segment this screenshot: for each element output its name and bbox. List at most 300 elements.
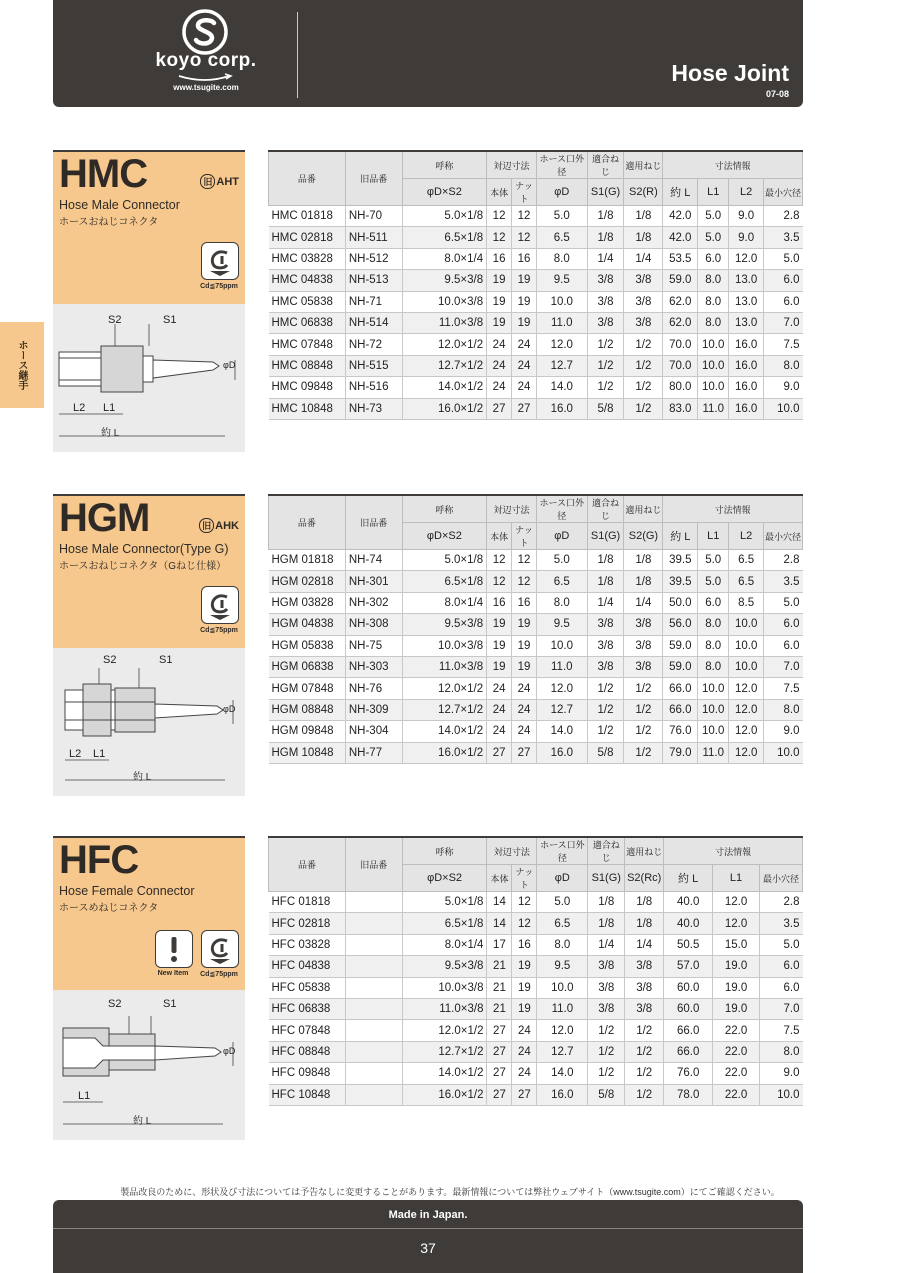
col-nut: ナット [512,523,537,550]
table-cell: 1/8 [587,571,624,592]
table-cell: HGM 09848 [269,721,346,742]
table-row [269,291,803,312]
table-cell: 5.0×1/8 [402,892,487,913]
label-s1: S1 [163,998,177,1010]
table-cell: 12 [512,227,537,248]
table-cell: 57.0 [664,956,713,977]
label-l2: L2 [69,748,82,760]
table-cell: 7.5 [764,678,803,699]
label-d: φD [223,704,236,714]
page-subtitle: 07-08 [765,89,789,99]
table-cell: 12 [512,913,537,934]
table-cell: NH-511 [345,227,402,248]
table-cell: 19 [512,977,537,998]
table-cell [345,956,402,977]
label-s2: S2 [108,314,122,326]
table-cell: 24 [487,678,512,699]
col-width: 対辺寸法 [487,151,537,179]
table-cell: NH-70 [345,206,402,227]
table-cell: 16 [512,934,537,955]
table-cell: HFC 04838 [269,956,346,977]
table-cell: 5/8 [587,398,624,419]
table-cell: NH-515 [345,355,402,376]
col-thread2-sub: S2(R) [624,179,663,206]
table-cell [345,913,402,934]
label-l1: L1 [103,402,116,414]
table-cell: 16.0 [536,398,587,419]
table-cell: 9.5×3/8 [402,956,487,977]
table-cell: 1/2 [625,1063,664,1084]
table-cell [345,998,402,1019]
table-cell: 11.0 [698,742,729,763]
table-cell: 16 [512,592,537,613]
table-cell: 62.0 [663,291,698,312]
table-cell: 10.0 [764,742,803,763]
table-cell: 1/4 [624,592,663,613]
table-cell: 1/2 [587,355,624,376]
table-cell: 42.0 [663,206,698,227]
table-cell: 6.0 [764,291,803,312]
col-hose-sub: φD [537,865,588,892]
table-cell: 24 [512,334,537,355]
table-cell: 8.0×1/4 [402,592,486,613]
table-cell: 27 [487,398,512,419]
table-body [269,206,803,420]
table-cell: 19 [512,998,537,1019]
table-cell: 5.0 [698,550,729,571]
table-cell: 9.0 [764,721,803,742]
col-hose-od: ホース口外径 [536,151,587,179]
table-cell: 12 [512,571,537,592]
table-cell: NH-302 [345,592,402,613]
col-dims: 寸法情報 [664,837,803,865]
table-cell: 11.0×3/8 [402,656,486,677]
table-cell: HMC 02818 [269,227,346,248]
table-cell: HGM 07848 [269,678,346,699]
table-cell: 6.0 [759,977,802,998]
product-name-ja: ホースめねじコネクタ [59,903,159,914]
col-hose-od: ホース口外径 [536,495,587,523]
table-cell: 14.0×1/2 [402,721,486,742]
table-cell: 12.0 [713,892,760,913]
spec-table [268,494,803,764]
table-cell: 3/8 [625,956,664,977]
table-cell: 21 [487,977,512,998]
table-cell: 3/8 [624,291,663,312]
table-cell: 1/2 [588,1041,625,1062]
table-cell: 8.0 [698,270,729,291]
table-cell: 6.0 [764,270,803,291]
table-cell: 5.0 [698,227,729,248]
table-cell: 12.7×1/2 [402,1041,487,1062]
table-cell: 1/2 [624,398,663,419]
table-cell: HFC 10848 [269,1084,346,1105]
table-cell: 22.0 [713,1041,760,1062]
table-cell: 12.0 [729,699,764,720]
table-cell: HFC 08848 [269,1041,346,1062]
table-cell: HFC 03828 [269,934,346,955]
table-cell [345,1020,402,1041]
label-d: φD [223,360,236,370]
table-cell: 14.0×1/2 [402,1063,487,1084]
table-cell: 27 [512,1084,537,1105]
table-cell: 16.0 [537,1084,588,1105]
col-L2: L2 [729,523,764,550]
table-cell: 19 [512,270,537,291]
footnote: 製品改良のために、形状及び寸法については予告なしに変更することがあります。最新情報については弊社ウェブサイト（www.tsugite.com）にてご確認ください。 [120,1187,780,1197]
table-cell: 1/4 [588,934,625,955]
table-cell: 24 [487,721,512,742]
table-cell: 3.5 [764,227,803,248]
hgm-drawing [53,648,245,796]
table-cell: 1/2 [587,678,624,699]
table-cell: NH-514 [345,312,402,333]
table-cell: 6.5×1/8 [402,571,486,592]
label-l: 約 L [133,772,152,783]
table-cell: 9.0 [729,227,764,248]
table-cell: 10.0 [729,635,764,656]
table-cell: 6.5 [536,571,587,592]
table-cell: 6.5×1/8 [402,913,487,934]
table-cell: NH-76 [345,678,402,699]
table-cell: 1/8 [588,913,625,934]
table-cell: 5.0 [536,206,587,227]
table-cell: 2.8 [759,892,802,913]
table-cell: 12 [487,550,512,571]
table-cell: 6.0 [759,956,802,977]
table-cell: 8.0 [537,934,588,955]
table-cell: 1/8 [624,571,663,592]
table-cell: 1/2 [624,334,663,355]
table-cell: 10.0 [698,721,729,742]
table-cell: 1/8 [624,227,663,248]
table-cell: 6.5 [729,571,764,592]
cd-compliance-label: Cd≦75ppm [200,627,238,634]
table-cell: 39.5 [663,550,698,571]
table-cell: HFC 02818 [269,913,346,934]
col-dims: 寸法情報 [663,151,803,179]
table-cell: 1/2 [624,377,663,398]
table-cell: NH-304 [345,721,402,742]
table-cell: 27 [487,1084,512,1105]
table-cell: 19.0 [713,977,760,998]
table-cell: 1/2 [625,1084,664,1105]
product-header [53,150,245,304]
table-cell: 50.5 [664,934,713,955]
table-cell: 19 [487,291,512,312]
table-cell: 12 [512,206,537,227]
table-cell: 8.0 [698,635,729,656]
table-cell: 1/2 [587,377,624,398]
table-cell: 3/8 [587,635,624,656]
connector-diagram [53,304,245,452]
col-hose-sub: φD [536,523,587,550]
table-cell: 79.0 [663,742,698,763]
table-cell: NH-74 [345,550,402,571]
table-cell: 12.0×1/2 [402,1020,487,1041]
table-cell: 24 [512,699,537,720]
table-cell: 17 [487,934,512,955]
table-cell: HFC 09848 [269,1063,346,1084]
table-cell: HGM 10848 [269,742,346,763]
table-cell: 1/2 [587,721,624,742]
table-cell: 12 [512,550,537,571]
table-cell: 10.0 [536,635,587,656]
table-cell: 21 [487,998,512,1019]
table-cell: HGM 02818 [269,571,346,592]
col-min: 最小穴径 [764,523,803,550]
table-cell: HMC 10848 [269,398,346,419]
table-cell: 14 [487,913,512,934]
table-cell: 3/8 [625,998,664,1019]
col-body: 本体 [487,179,512,206]
product-header [53,494,245,648]
table-cell: 1/8 [588,892,625,913]
table-cell: 66.0 [664,1041,713,1062]
table-row [269,270,803,291]
table-cell: 3/8 [625,977,664,998]
table-cell: 12.0 [729,721,764,742]
table-row [269,398,803,419]
table-cell: 12.0 [729,742,764,763]
table-cell: HGM 08848 [269,699,346,720]
product-card [53,836,245,1140]
table-cell: 19 [512,291,537,312]
table-cell: 9.0 [759,1063,802,1084]
page-footer [53,1200,803,1273]
table-cell: 5.0×1/8 [402,206,486,227]
table-cell: 76.0 [664,1063,713,1084]
col-nominal: 呼称 [402,495,486,523]
table-cell: 9.5×3/8 [402,614,486,635]
col-old: 旧品番 [345,151,402,206]
col-thread1-sub: S1(G) [588,865,625,892]
table-cell: 76.0 [663,721,698,742]
cd-compliance-icon [201,930,239,968]
table-cell: 21 [487,956,512,977]
page-header [53,0,803,107]
table-cell: 6.0 [764,635,803,656]
table-cell: 3/8 [587,291,624,312]
footer-divider [53,1228,803,1229]
table-cell: 19 [487,312,512,333]
table-cell: NH-513 [345,270,402,291]
col-nut: ナット [512,179,537,206]
table-cell: 19 [487,635,512,656]
table-cell: HMC 05838 [269,291,346,312]
table-cell: NH-308 [345,614,402,635]
table-cell: NH-303 [345,656,402,677]
table-cell: 3/8 [624,635,663,656]
table-cell: 27 [512,398,537,419]
table-cell: 12.0 [536,678,587,699]
table-cell: 14 [487,892,512,913]
table-cell: 80.0 [663,377,698,398]
table-cell: 70.0 [663,355,698,376]
table-cell: 3/8 [587,312,624,333]
table-cell: 14.0 [537,1063,588,1084]
table-cell: 14.0 [536,377,587,398]
table-cell: HFC 01818 [269,892,346,913]
label-s1: S1 [163,314,177,326]
table-cell: 16.0 [729,398,764,419]
table-cell: HGM 01818 [269,550,346,571]
table-cell: 13.0 [729,270,764,291]
table-cell: 14.0×1/2 [402,377,486,398]
table-cell: NH-301 [345,571,402,592]
table-cell: 11.0 [537,998,588,1019]
table-cell: 5.0 [698,206,729,227]
table-cell: 8.0 [536,592,587,613]
table-cell: 6.5×1/8 [402,227,486,248]
table-cell: 27 [487,1063,512,1084]
table-cell: 24 [487,355,512,376]
table-row [269,1020,803,1041]
table-cell: 6.0 [698,248,729,269]
table-cell: 1/2 [587,334,624,355]
table-cell: 12.0 [536,334,587,355]
table-cell: 5/8 [588,1084,625,1105]
table-cell [345,892,402,913]
table-cell: 3.5 [764,571,803,592]
table-cell: 3/8 [624,656,663,677]
table-cell: 62.0 [663,312,698,333]
table-cell: 10.0 [729,656,764,677]
table-cell: 24 [512,1063,537,1084]
table-body [269,550,803,764]
table-cell: 12.7×1/2 [402,355,486,376]
table-row [269,1063,803,1084]
table-row [269,355,803,376]
cd-compliance-icon [201,586,239,624]
col-L1: L1 [713,865,760,892]
table-cell: 1/2 [588,1063,625,1084]
table-cell: 12.0 [729,248,764,269]
table-cell: 16 [487,248,512,269]
table-cell: 39.5 [663,571,698,592]
table-cell: 3/8 [588,998,625,1019]
header-divider [297,12,298,98]
table-cell: 8.0 [764,355,803,376]
table-cell: 1/2 [624,678,663,699]
col-part: 品番 [269,151,346,206]
logo-url: www.tsugite.com [173,83,239,92]
table-cell: 6.5 [729,550,764,571]
table-cell: 3/8 [624,312,663,333]
table-cell: 8.5 [729,592,764,613]
table-cell: 24 [512,678,537,699]
table-cell: 14.0 [536,721,587,742]
table-cell: 10.0 [537,977,588,998]
col-width: 対辺寸法 [487,495,537,523]
product-code: HMC [59,152,148,196]
table-cell: 19 [512,614,537,635]
table-cell: 16.0 [729,355,764,376]
table-cell: 24 [487,334,512,355]
table-row [269,678,803,699]
label-s2: S2 [108,998,122,1010]
col-old: 旧品番 [345,837,402,892]
col-old: 旧品番 [345,495,402,550]
product-name-en: Hose Male Connector(Type G) [59,542,229,556]
table-cell: 8.0 [759,1041,802,1062]
table-row [269,248,803,269]
col-thread1-sub: S1(G) [587,179,624,206]
table-cell: 7.0 [764,312,803,333]
old-code: 旧 AHK [199,518,239,533]
table-row [269,614,803,635]
col-L1: L1 [698,523,729,550]
col-nominal: 呼称 [402,151,486,179]
table-cell: 1/2 [624,742,663,763]
koyo-logo-icon [181,8,229,56]
col-thread2: 適用ねじ [624,495,663,523]
col-nominal: 呼称 [402,837,487,865]
table-row [269,635,803,656]
col-nominal-sub: φD×S2 [402,179,486,206]
table-cell: HMC 06838 [269,312,346,333]
col-thread1: 適合ねじ [588,837,625,865]
table-cell: 66.0 [664,1020,713,1041]
col-L: 約 L [663,523,698,550]
table-cell: 19 [512,312,537,333]
table-cell: 8.0 [698,291,729,312]
table-cell [345,977,402,998]
table-cell: 19 [512,956,537,977]
table-cell: 10.0 [698,377,729,398]
table-cell: 24 [512,1020,537,1041]
made-in-label: Made in Japan. [388,1209,468,1221]
table-cell: 10.0 [536,291,587,312]
table-cell: 10.0×3/8 [402,291,486,312]
table-cell: 1/4 [624,248,663,269]
table-cell [345,934,402,955]
table-cell: 60.0 [664,998,713,1019]
col-nut: ナット [512,865,537,892]
table-cell: 6.5 [537,913,588,934]
table-cell: 10.0×3/8 [402,977,487,998]
table-cell: NH-71 [345,291,402,312]
table-cell: 9.5 [536,614,587,635]
table-cell: 11.0 [536,312,587,333]
col-thread2: 適用ねじ [624,151,663,179]
table-cell: NH-72 [345,334,402,355]
table-cell: 19 [487,656,512,677]
table-cell: NH-73 [345,398,402,419]
table-cell: 12.7 [537,1041,588,1062]
spec-table [268,836,803,1106]
table-cell: 11.0×3/8 [402,998,487,1019]
table-cell: 11.0 [698,398,729,419]
table-cell: 27 [487,1041,512,1062]
label-l: 約 L [101,428,120,439]
new-item-label: New Item [157,970,189,977]
table-cell: 15.0 [713,934,760,955]
table-row [269,206,803,227]
page-number: 37 [420,1240,436,1256]
label-l1: L1 [78,1090,91,1102]
table-cell: 9.0 [729,206,764,227]
table-row [269,312,803,333]
table-cell: 13.0 [729,291,764,312]
table-cell: 6.5 [536,227,587,248]
table-cell: HMC 04838 [269,270,346,291]
table-cell: NH-309 [345,699,402,720]
table-row [269,977,803,998]
col-thread1: 適合ねじ [587,151,624,179]
table-row [269,550,803,571]
table-cell: 12.0 [713,913,760,934]
